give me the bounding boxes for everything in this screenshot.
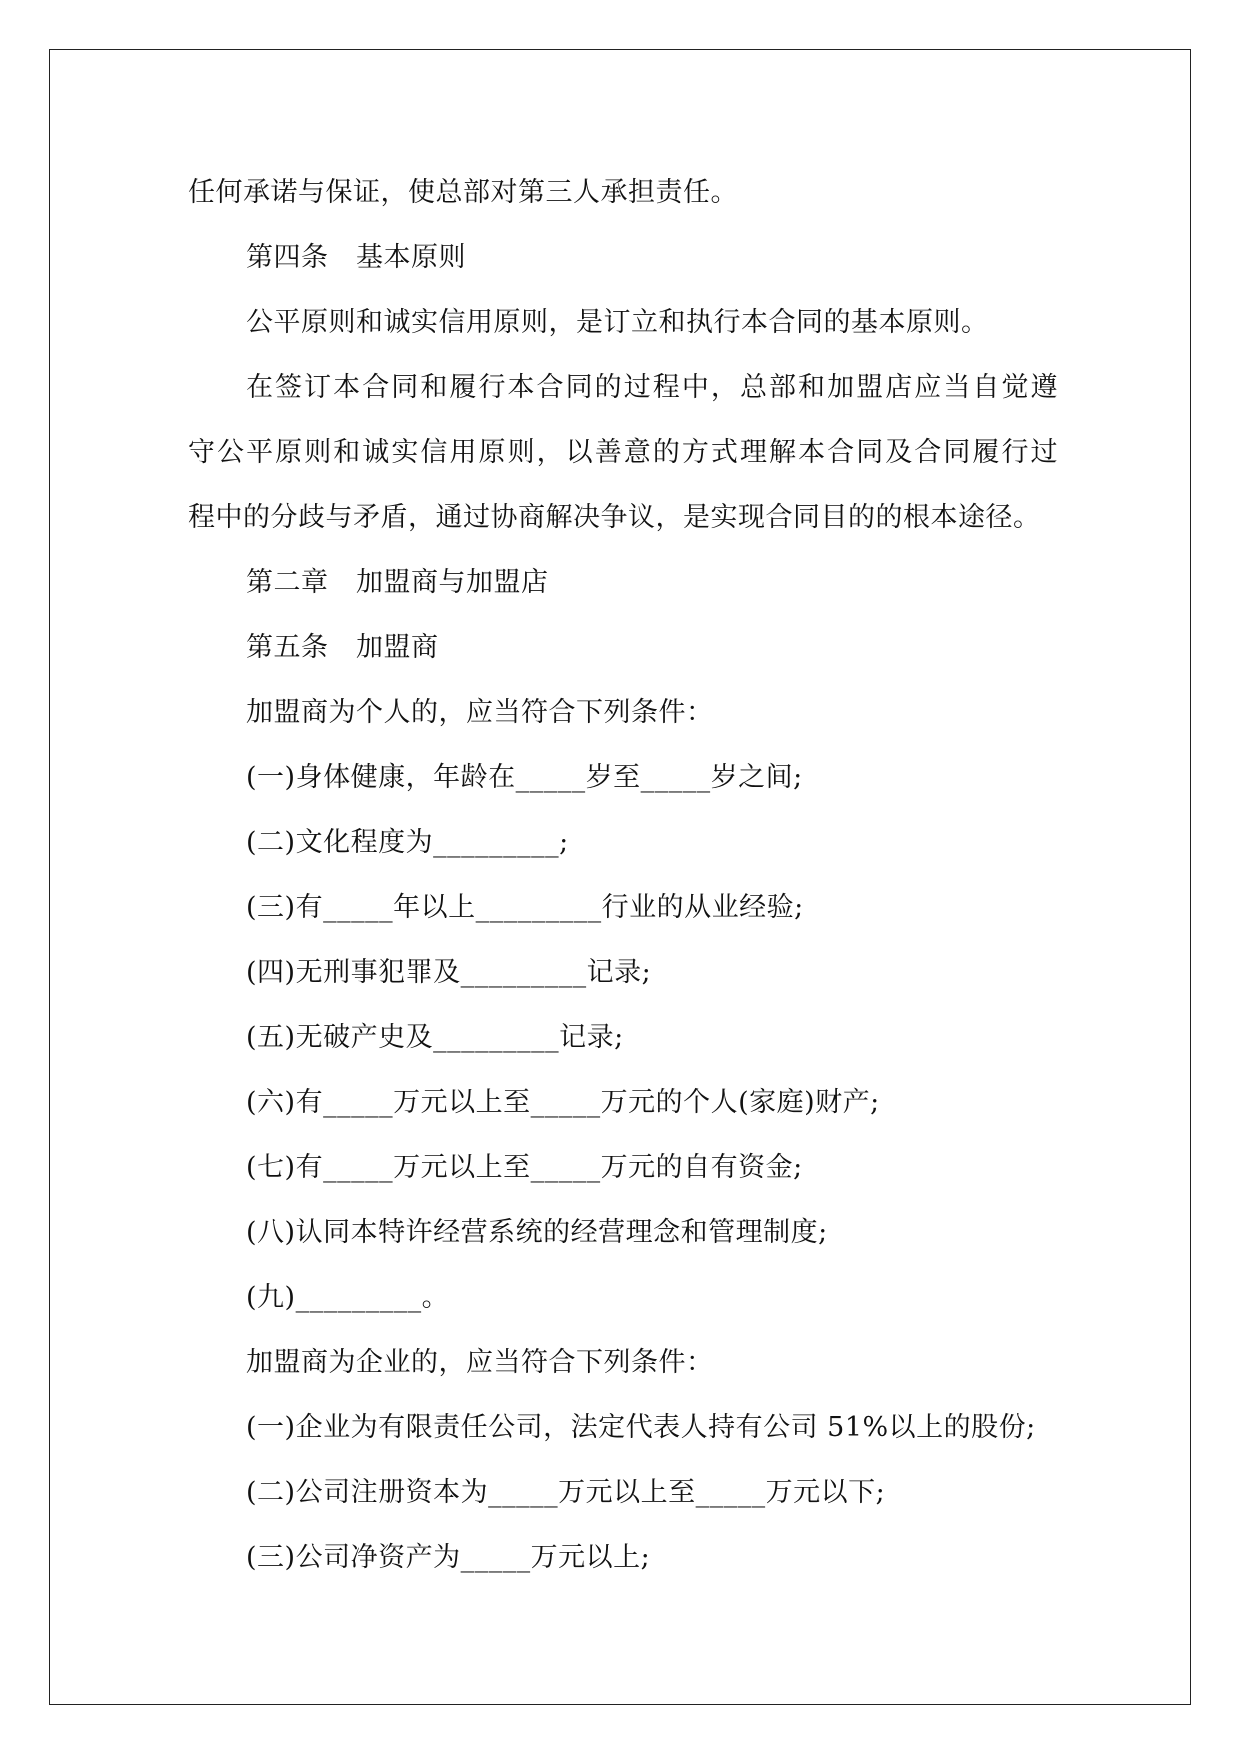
article-heading-4: 第四条 基本原则 (246, 242, 466, 273)
list-item: (七)有_____万元以上至_____万元的自有资金; (246, 1152, 803, 1183)
list-item: (一)企业为有限责任公司，法定代表人持有公司 51%以上的股份; (246, 1412, 1036, 1443)
document-body (188, 160, 1058, 1590)
paragraph-line: 公平原则和诚实信用原则，是订立和执行本合同的基本原则。 (246, 307, 989, 338)
list-item: (一)身体健康，年龄在_____岁至_____岁之间; (246, 762, 803, 793)
list-item: (三)公司净资产为_____万元以上; (246, 1542, 651, 1573)
article-heading-5: 第五条 加盟商 (246, 632, 439, 663)
paragraph-line: 加盟商为企业的，应当符合下列条件： (246, 1347, 714, 1378)
list-item: (二)公司注册资本为_____万元以上至_____万元以下; (246, 1477, 886, 1508)
paragraph-line: 守公平原则和诚实信用原则，以善意的方式理解本合同及合同履行过 (188, 437, 1058, 468)
list-item: (九)_________。 (246, 1282, 450, 1313)
list-item: (六)有_____万元以上至_____万元的个人(家庭)财产; (246, 1087, 880, 1118)
list-item: (八)认同本特许经营系统的经营理念和管理制度; (246, 1217, 828, 1248)
list-item: (四)无刑事犯罪及_________记录; (246, 957, 652, 988)
paragraph-line: 在签订本合同和履行本合同的过程中，总部和加盟店应当自觉遵 (246, 372, 1058, 403)
list-item: (二)文化程度为_________; (246, 827, 569, 858)
paragraph-line: 任何承诺与保证，使总部对第三人承担责任。 (188, 177, 738, 208)
chapter-heading-2: 第二章 加盟商与加盟店 (246, 567, 549, 598)
paragraph-line: 加盟商为个人的，应当符合下列条件： (246, 697, 714, 728)
list-item: (五)无破产史及_________记录; (246, 1022, 624, 1053)
paragraph-line: 程中的分歧与矛盾，通过协商解决争议，是实现合同目的的根本途径。 (188, 502, 1041, 533)
list-item: (三)有_____年以上_________行业的从业经验; (246, 892, 804, 923)
